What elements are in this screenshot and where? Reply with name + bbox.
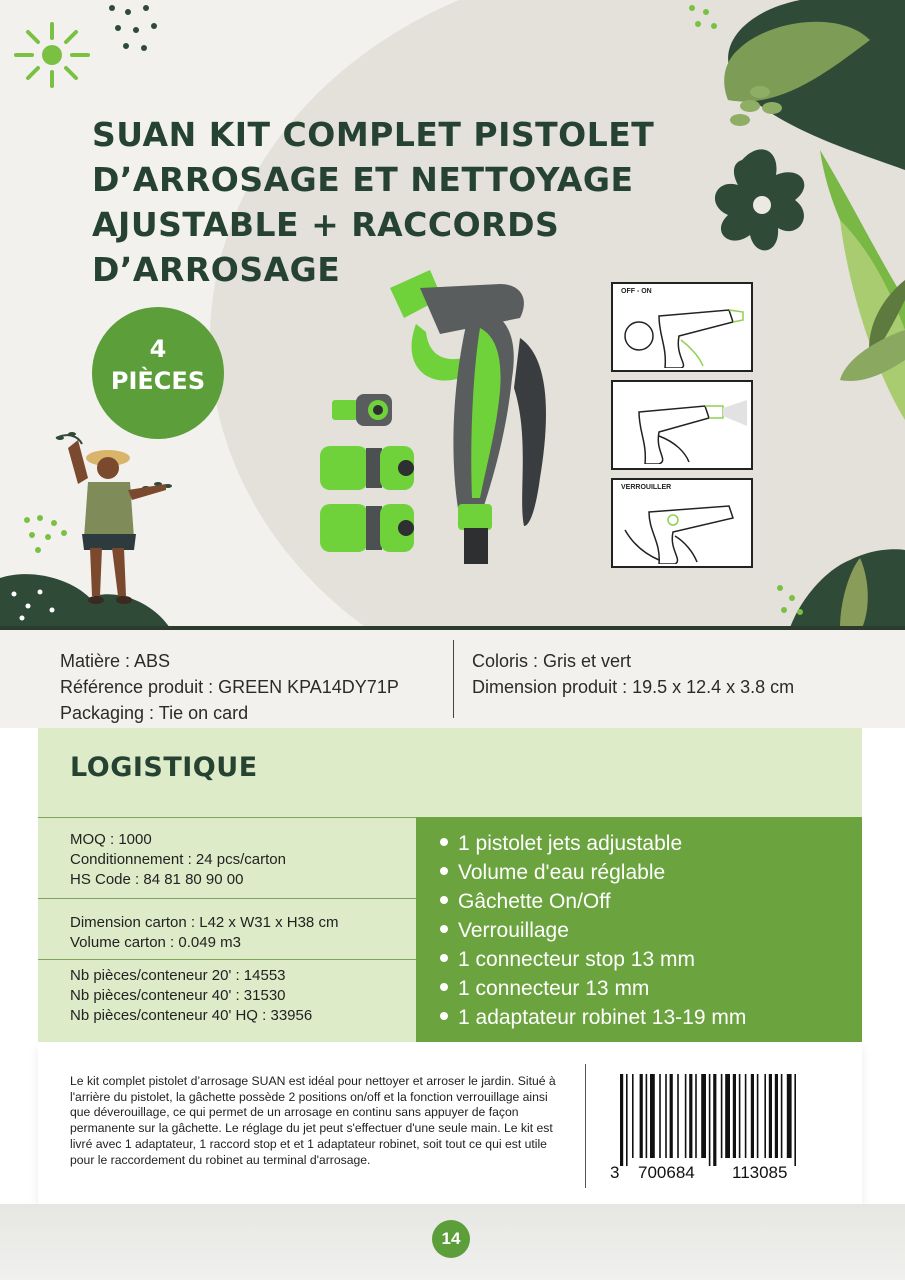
list-item: [440, 858, 746, 887]
barcode-bar: [689, 1074, 692, 1158]
step-lock: [611, 478, 753, 568]
list-item: [440, 887, 746, 916]
barcode-bar: [685, 1074, 687, 1158]
specs-section: [0, 630, 905, 728]
barcode-bars: [620, 1074, 796, 1166]
barcode-digit-1: 3: [610, 1163, 620, 1182]
container-20-text: Nb pièces/conteneur 20' : 14553: [70, 967, 286, 984]
description-card: [38, 1042, 862, 1204]
moq-text: MOQ : 1000: [70, 831, 152, 848]
dots-decoration: [106, 2, 162, 58]
bullet-icon: [440, 983, 448, 991]
barcode-bar: [713, 1074, 716, 1166]
logistics-group-carton: [70, 913, 415, 953]
feature-text: Verrouillage: [458, 919, 569, 942]
bullet-icon: [440, 1012, 448, 1020]
divider: [38, 959, 416, 960]
barcode-bar: [764, 1074, 766, 1158]
feature-text: 1 pistolet jets adjustable: [458, 832, 683, 855]
features-panel: [416, 817, 862, 1042]
barcode-bar: [787, 1074, 792, 1158]
barcode-bar: [670, 1074, 673, 1158]
barcode-bar: [751, 1074, 754, 1158]
barcode-digits-right: 113085: [732, 1163, 788, 1182]
spec-material: Matière : ABS: [60, 651, 171, 671]
spec-dimension: Dimension produit : 19.5 x 12.4 x 3.8 cm: [472, 677, 795, 697]
barcode-bar: [733, 1074, 736, 1158]
bullet-icon: [440, 925, 448, 933]
spray-gun-image: [380, 268, 585, 574]
gun-spray-diagram: [619, 392, 747, 464]
specs-right: [472, 648, 794, 700]
barcode-bar: [695, 1074, 697, 1158]
barcode-bar: [721, 1074, 723, 1158]
carton-dimension-text: Dimension carton : L42 x W31 x H38 cm: [70, 914, 339, 931]
barcode-bar: [659, 1074, 661, 1158]
logistics-title: LOGISTIQUE: [70, 752, 258, 783]
barcode-bar: [709, 1074, 711, 1166]
barcode-bar: [757, 1074, 759, 1158]
barcode-bar: [794, 1074, 796, 1166]
gun-on-off-diagram: [619, 296, 747, 368]
packing-text: Conditionnement : 24 pcs/carton: [70, 851, 286, 868]
sun-icon: [10, 18, 94, 92]
divider: [38, 898, 416, 899]
list-item: [440, 916, 746, 945]
list-item: [440, 974, 746, 1003]
barcode-bar: [665, 1074, 667, 1158]
product-title: SUAN KIT COMPLET PISTOLET D’ARROSAGE ET NETTOYAGE AJUSTABLE + RACCORDS D’ARROSAGE: [92, 115, 655, 289]
barcode-bar: [725, 1074, 730, 1158]
barcode-bar: [701, 1074, 706, 1158]
barcode-bar: [745, 1074, 747, 1158]
step-label: VERROUILLER: [621, 484, 672, 491]
spec-packaging: Packaging : Tie on card: [60, 703, 249, 723]
usage-steps: [611, 282, 753, 576]
logistics-group-container: [70, 966, 415, 1026]
container-40hq-text: Nb pièces/conteneur 40' HQ : 33956: [70, 1007, 313, 1024]
step-label: OFF - ON: [621, 288, 652, 295]
pieces-badge: [92, 307, 224, 439]
barcode-bar: [640, 1074, 643, 1158]
divider: [38, 817, 416, 818]
bullet-icon: [440, 896, 448, 904]
feature-text: 1 connecteur 13 mm: [458, 977, 650, 1000]
barcode-bar: [626, 1074, 628, 1166]
step-off-on: [611, 282, 753, 372]
barcode: [606, 1070, 832, 1182]
hero-section: [0, 0, 905, 628]
specs-separator: [453, 640, 454, 718]
ground-foliage-right: [770, 540, 905, 628]
gardener-illustration: [48, 428, 178, 608]
features-list: [440, 829, 746, 1032]
barcode-bar: [769, 1074, 772, 1158]
page-number: 14: [432, 1220, 470, 1258]
logistics-group-order: [70, 830, 415, 890]
gun-lock-diagram: [619, 494, 747, 564]
page-footer: [0, 1204, 905, 1280]
spec-color: Coloris : Gris et vert: [472, 651, 632, 671]
carton-volume-text: Volume carton : 0.049 m3: [70, 934, 241, 951]
container-40-text: Nb pièces/conteneur 40' : 31530: [70, 987, 286, 1004]
bullet-icon: [440, 838, 448, 846]
barcode-bar: [677, 1074, 679, 1158]
badge-label: PIÈCES: [110, 367, 206, 395]
feature-text: Volume d'eau réglable: [458, 861, 666, 884]
list-item: [440, 945, 746, 974]
barcode-bar: [775, 1074, 778, 1158]
feature-text: 1 connecteur stop 13 mm: [458, 948, 695, 971]
bullet-icon: [440, 867, 448, 875]
barcode-bar: [650, 1074, 655, 1158]
list-item: [440, 829, 746, 858]
feature-text: 1 adaptateur robinet 13-19 mm: [458, 1006, 747, 1029]
badge-number: 4: [149, 335, 167, 363]
step-spray: [611, 380, 753, 470]
product-description: Le kit complet pistolet d’arrosage SUAN est idéal pour nettoyer et arroser le jardin. Situé à l'arrière du pistolet, la gâchette possède 2 positions on/off et la fonction verrouillage ainsi que déverouillage, ce qui permet de un arrosage en continu sans appuyer de façon permanente sur la gâchette. Le réglage du jet peut s'effectuer d'une seule main. Le kit est livré avec 1 adaptateur, 1 raccord stop et et 1 adaptateur robinet, soit tout ce qui est utile pour le raccordement du robinet au terminal d'arrosage.: [70, 1074, 556, 1167]
barcode-bar: [739, 1074, 741, 1158]
barcode-bar: [620, 1074, 623, 1166]
spec-reference: Référence produit : GREEN KPA14DY71P: [60, 677, 399, 697]
bullet-icon: [440, 954, 448, 962]
barcode-digits-left: 700684: [638, 1163, 695, 1182]
barcode-bar: [632, 1074, 634, 1158]
description-separator: [585, 1064, 586, 1188]
specs-left: [60, 648, 399, 726]
barcode-bar: [646, 1074, 648, 1158]
hs-code-text: HS Code : 84 81 80 90 00: [70, 871, 244, 888]
list-item: [440, 1003, 746, 1032]
barcode-bar: [781, 1074, 783, 1158]
logistics-section: [38, 728, 862, 1042]
feature-text: Gâchette On/Off: [458, 890, 611, 913]
